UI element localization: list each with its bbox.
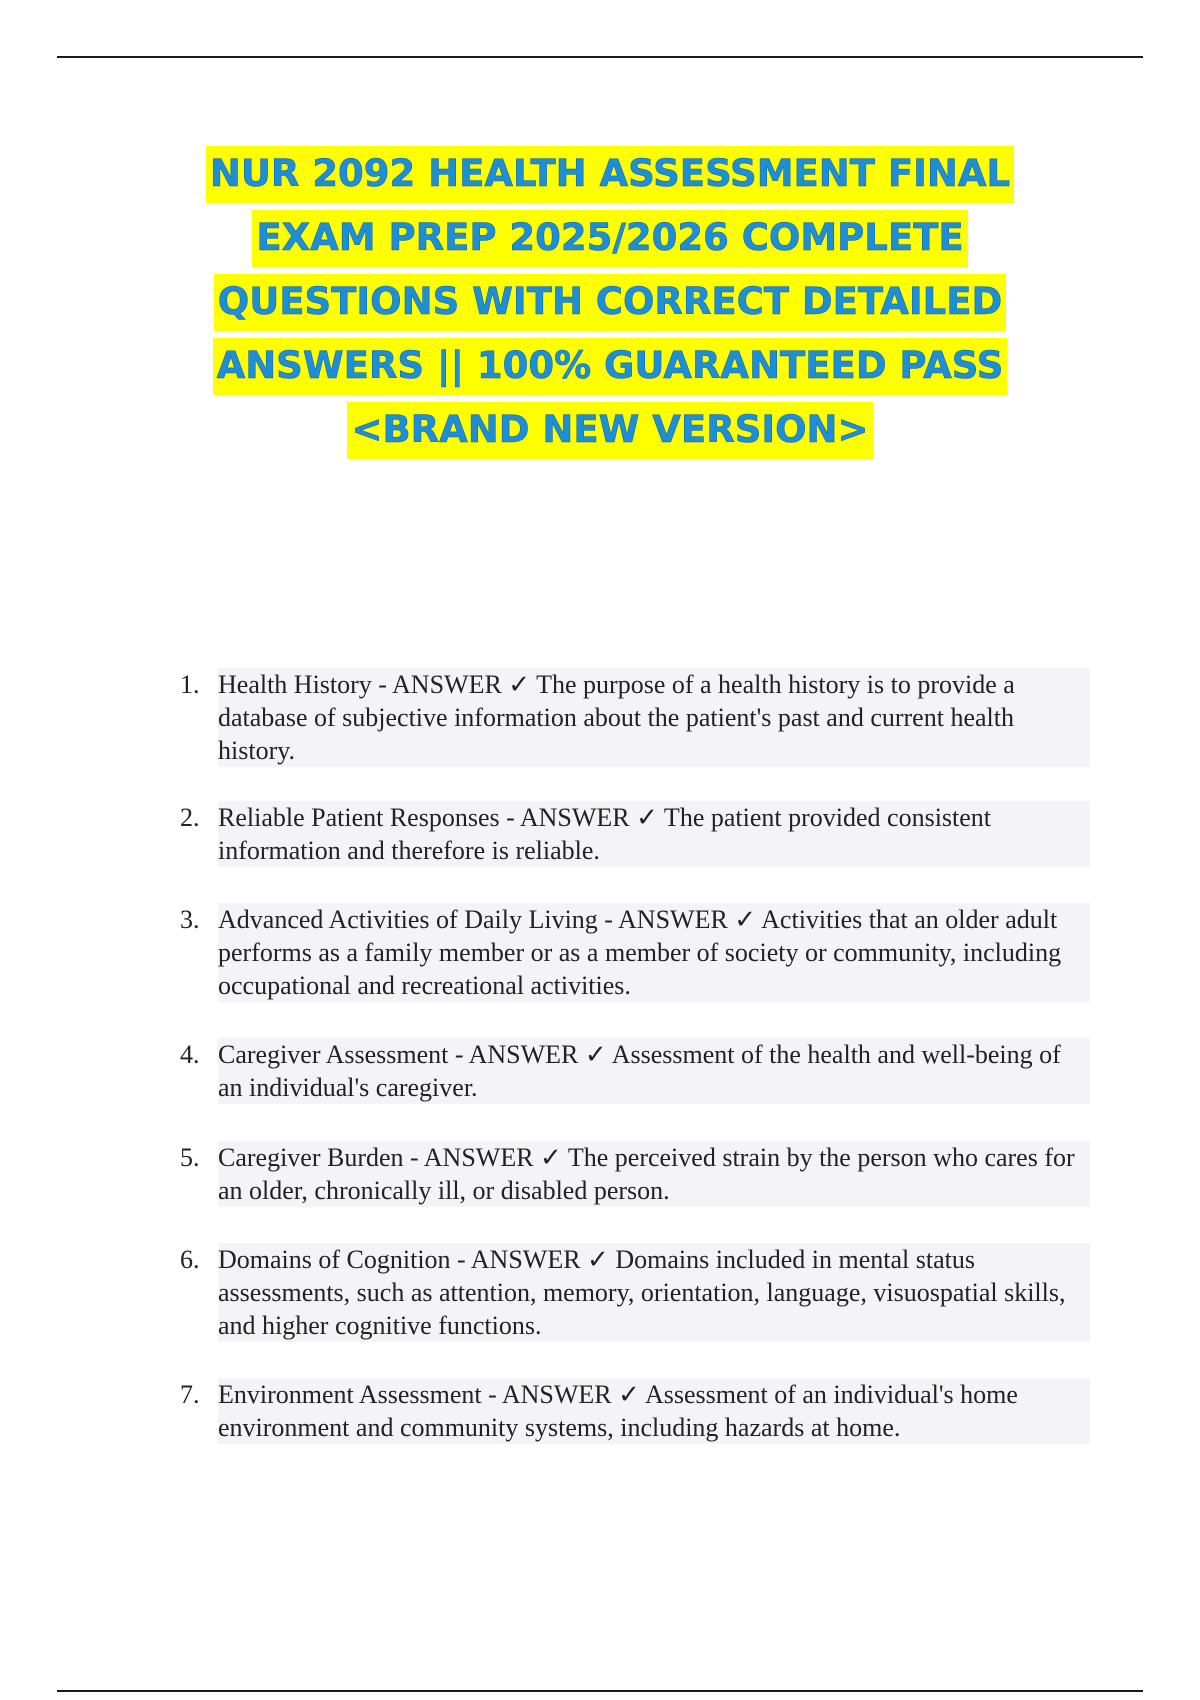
item-text: Domains of Cognition - ANSWER ✓ Domains included in mental status assessments, such as attention, memory, orientation, language, visuospatial skills, and higher cognitive functions.	[218, 1243, 1090, 1342]
item-number: 7.	[180, 1380, 200, 1409]
bottom-rule	[57, 1690, 1143, 1692]
question-answer-list	[170, 668, 1090, 1444]
item-text: Health History - ANSWER ✓ The purpose of a health history is to provide a database of subjective information about the patient's past and current health history.	[218, 668, 1090, 767]
list-item	[170, 1141, 1090, 1207]
title-line-5: <BRAND NEW VERSION>	[170, 398, 1050, 462]
title-line-4: ANSWERS || 100% GUARANTEED PASS	[170, 334, 1050, 398]
item-number: 5.	[180, 1143, 200, 1172]
top-rule	[57, 56, 1143, 58]
title-line-1: NUR 2092 HEALTH ASSESSMENT FINAL	[170, 142, 1050, 206]
list-item	[170, 801, 1090, 867]
list-item	[170, 1038, 1090, 1104]
document-title	[170, 142, 1050, 462]
item-number: 2.	[180, 803, 200, 832]
item-number: 3.	[180, 905, 200, 934]
item-text: Advanced Activities of Daily Living - ANSWER ✓ Activities that an older adult performs as a family member or as a member of society or community, including occupational and recreational activities.	[218, 903, 1090, 1002]
list-item	[170, 1243, 1090, 1342]
item-text: Caregiver Assessment - ANSWER ✓ Assessment of the health and well-being of an individual's caregiver.	[218, 1038, 1090, 1104]
item-text: Environment Assessment - ANSWER ✓ Assessment of an individual's home environment and community systems, including hazards at home.	[218, 1378, 1090, 1444]
title-line-3: QUESTIONS WITH CORRECT DETAILED	[170, 270, 1050, 334]
list-item	[170, 668, 1090, 767]
item-number: 4.	[180, 1040, 200, 1069]
list-item	[170, 1378, 1090, 1444]
item-number: 6.	[180, 1245, 200, 1274]
item-text: Caregiver Burden - ANSWER ✓ The perceived strain by the person who cares for an older, chronically ill, or disabled person.	[218, 1141, 1090, 1207]
item-text: Reliable Patient Responses - ANSWER ✓ The patient provided consistent information and therefore is reliable.	[218, 801, 1090, 867]
item-number: 1.	[180, 670, 200, 699]
title-line-2: EXAM PREP 2025/2026 COMPLETE	[170, 206, 1050, 270]
list-item	[170, 903, 1090, 1002]
